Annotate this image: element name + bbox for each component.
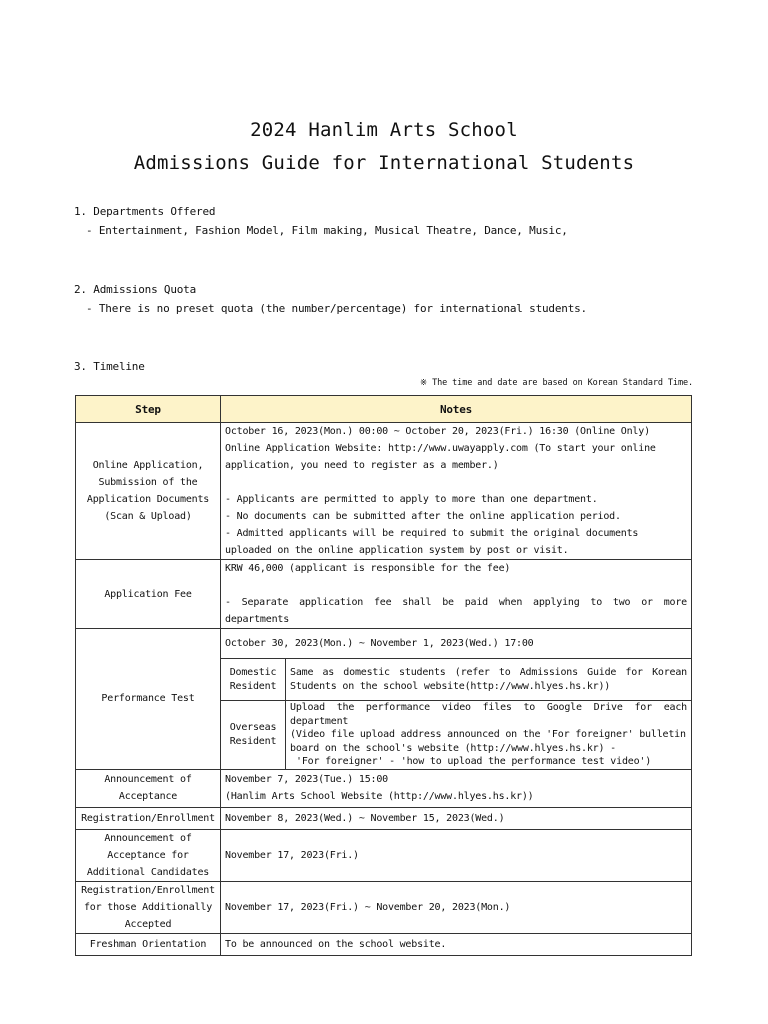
- performance-date: October 30, 2023(Mon.) ~ November 1, 2023(Wed.) 17:00: [221, 629, 692, 659]
- step-cell: [76, 423, 221, 560]
- table-header-row: [76, 396, 692, 423]
- notes-line: Online Application Website: http://www.uwayapply.com (To start your online: [225, 443, 656, 454]
- step-line: for those Additionally: [83, 901, 213, 913]
- label-line: Overseas: [229, 721, 277, 733]
- overseas-line: Upload the performance video files to Google Drive for each department: [290, 702, 687, 727]
- overseas-text: [286, 701, 692, 770]
- step-cell: [76, 769, 221, 807]
- table-row-additional-acceptance: [76, 829, 692, 881]
- label-line: Domestic: [229, 666, 277, 678]
- step-line: Announcement of: [104, 832, 192, 844]
- step-cell: Application Fee: [76, 560, 221, 629]
- overseas-label: [221, 701, 286, 770]
- notes-line: uploaded on the online application system by post or visit.: [225, 545, 569, 556]
- section-2-text: - There is no preset quota (the number/percentage) for international students.: [86, 302, 587, 315]
- notes-cell: [221, 423, 692, 560]
- notes-cell: November 17, 2023(Fri.) ~ November 20, 2023(Mon.): [221, 881, 692, 933]
- step-line: (Scan & Upload): [104, 511, 192, 522]
- label-line: Resident: [229, 680, 277, 692]
- table-row-registration: [76, 807, 692, 829]
- section-1-text: - Entertainment, Fashion Model, Film making, Musical Theatre, Dance, Music,: [86, 224, 568, 237]
- table-row-additional-registration: [76, 881, 692, 933]
- notes-line: (Hanlim Arts School Website (http://www.hlyes.hs.kr)): [225, 791, 534, 802]
- step-line: Registration/Enrollment: [81, 884, 215, 896]
- notes-line: - Applicants are permitted to apply to more than one department.: [225, 494, 598, 505]
- step-line: Accepted: [124, 918, 172, 930]
- overseas-line: 'For foreigner' - 'how to upload the performance test video'): [296, 756, 652, 767]
- step-line: Acceptance: [118, 791, 178, 802]
- section-2-heading: 2. Admissions Quota: [74, 283, 197, 296]
- notes-line: - No documents can be submitted after the online application period.: [225, 511, 621, 522]
- step-cell: [76, 881, 221, 933]
- document-title: 2024 Hanlim Arts School: [250, 119, 518, 141]
- step-line: Submission of the: [98, 477, 198, 488]
- notes-cell: November 17, 2023(Fri.): [221, 829, 692, 881]
- step-cell: Registration/Enrollment: [76, 807, 221, 829]
- notes-cell: [221, 769, 692, 807]
- overseas-line: (Video file upload address announced on the 'For foreigner' bulletin board on the school's website (http://www.hlyes.hs.kr) -: [290, 729, 686, 754]
- notes-line: departments: [225, 614, 290, 625]
- step-line: Online Application,: [92, 460, 204, 471]
- step-line: Application Documents: [86, 494, 210, 505]
- step-cell: Freshman Orientation: [76, 933, 221, 955]
- notes-line: KRW 46,000 (applicant is responsible for the fee): [225, 563, 511, 574]
- notes-line: - Admitted applicants will be required to submit the original documents: [225, 528, 639, 539]
- notes-line: November 7, 2023(Tue.) 15:00: [225, 774, 388, 785]
- step-cell: Performance Test: [76, 629, 221, 770]
- timezone-note: ※ The time and date are based on Korean Standard Time.: [420, 378, 693, 388]
- section-3-heading: 3. Timeline: [74, 360, 145, 373]
- notes-line: application, you need to register as a member.): [225, 460, 499, 471]
- notes-line: October 16, 2023(Mon.) 00:00 ~ October 20, 2023(Fri.) 16:30 (Online Only): [225, 426, 650, 437]
- domestic-text: Same as domestic students (refer to Admissions Guide for Korean Students on the school website(http://www.hlyes.hs.kr)): [286, 659, 692, 701]
- step-cell: [76, 829, 221, 881]
- notes-line: - Separate application fee shall be paid when applying to two or more: [225, 597, 687, 608]
- notes-cell: November 8, 2023(Wed.) ~ November 15, 2023(Wed.): [221, 807, 692, 829]
- notes-cell: [221, 560, 692, 629]
- table-row-orientation: [76, 933, 692, 955]
- step-line: Additional Candidates: [86, 866, 210, 878]
- section-1-heading: 1. Departments Offered: [74, 205, 216, 218]
- header-step: Step: [76, 396, 221, 423]
- table-row-application-fee: [76, 560, 692, 629]
- table-row-acceptance: [76, 769, 692, 807]
- table-row-online-application: [76, 423, 692, 560]
- timeline-table: [75, 395, 692, 956]
- document-subtitle: Admissions Guide for International Students: [133, 152, 635, 174]
- domestic-label: [221, 659, 286, 701]
- step-line: Announcement of: [104, 774, 192, 785]
- table-row-performance-date: [76, 629, 692, 659]
- label-line: Resident: [229, 735, 277, 747]
- step-line: Acceptance for: [107, 849, 189, 861]
- header-notes: Notes: [221, 396, 692, 423]
- notes-cell: To be announced on the school website.: [221, 933, 692, 955]
